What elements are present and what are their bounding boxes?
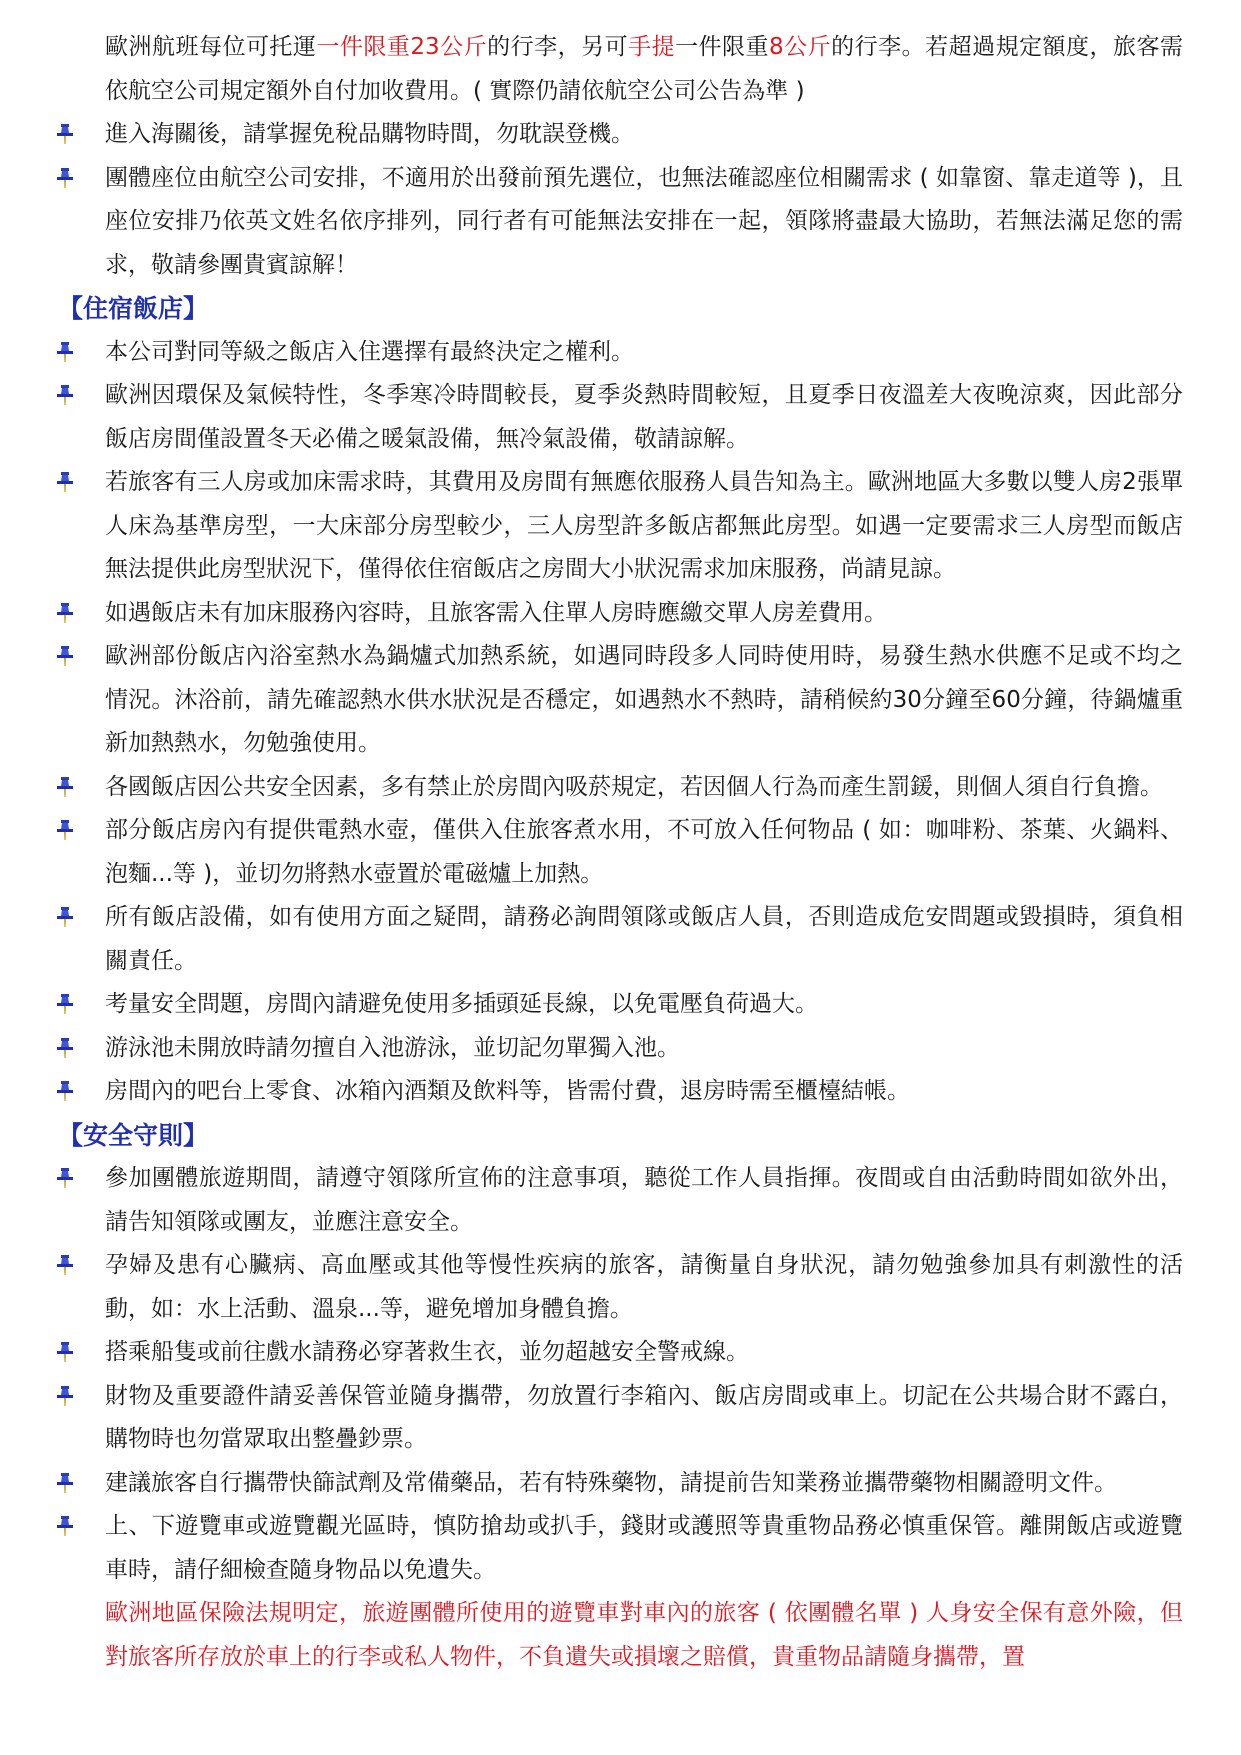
- pushpin-icon: [56, 603, 74, 623]
- pushpin-icon: [56, 994, 74, 1014]
- pushpin-icon: [56, 1168, 74, 1188]
- list-item: [0, 461, 1241, 592]
- hotel-heading: 【住宿飯店】: [58, 294, 209, 323]
- list-item-text: 本公司對同等級之飯店入住選擇有最終決定之權利。: [105, 338, 634, 365]
- list-item: [0, 896, 1241, 983]
- list-item-text: 游泳池未開放時請勿擅自入池游泳，並切記勿單獨入池。: [105, 1034, 680, 1061]
- list-item: [0, 1157, 1241, 1244]
- safety-heading: 【安全守則】: [58, 1120, 209, 1150]
- safety-notes-list: [0, 1157, 1241, 1592]
- hotel-notes-list: [0, 331, 1241, 1114]
- list-item-text: 團體座位由航空公司安排，不適用於出發前預先選位，也無法確認座位相關需求 ( 如靠窗、靠走道等 )，且座位安排乃依英文姓名依序排列，同行者有可能無法安排在一起，領隊將盡最大協助，若無法滿足您的需求，敬請參團貴賓諒解！: [105, 164, 1183, 278]
- list-item: [0, 983, 1241, 1027]
- pushpin-icon: [56, 472, 74, 492]
- list-item-text: 所有飯店設備，如有使用方面之疑問，請務必詢問領隊或飯店人員，否則造成危安問題或毀損時，須負相關責任。: [105, 904, 1183, 974]
- pushpin-icon: [56, 777, 74, 797]
- list-item: [0, 592, 1241, 636]
- list-item: [0, 157, 1241, 288]
- list-item-text: 如遇飯店未有加床服務內容時，且旅客需入住單人房時應繳交單人房差費用。: [105, 599, 887, 626]
- list-item-text: 若旅客有三人房或加床需求時，其費用及房間有無應依服務人員告知為主。歐洲地區大多數以雙人房2張單人床為基準房型，一大床部分房型較少，三人房型許多飯店都無此房型。如遇一定要需求三人房型而飯店無法提供此房型狀況下，僅得依住宿飯店之房間大小狀況需求加床服務，尚請見諒。: [105, 469, 1183, 582]
- list-item: [0, 1331, 1241, 1375]
- pushpin-icon: [56, 1081, 74, 1101]
- highlight-text: 8公斤: [769, 34, 832, 60]
- text-run: 一件限重: [675, 34, 770, 60]
- pushpin-icon: [56, 1516, 74, 1536]
- insurance-notice: 歐洲地區保險法規明定，旅遊團體所使用的遊覽車對車內的旅客 ( 依團體名單 ) 人身安全保有意外險，但對旅客所存放於車上的行李或私人物件，不負遺失或損壞之賠償，貴重物品請隨身攜帶，置: [105, 1600, 1183, 1670]
- pushpin-icon: [56, 1255, 74, 1275]
- pushpin-icon: [56, 168, 74, 188]
- pushpin-icon: [56, 907, 74, 927]
- list-item: [0, 1027, 1241, 1071]
- pushpin-icon: [56, 1038, 74, 1058]
- pushpin-icon: [56, 1473, 74, 1493]
- highlight-text: 一件限重23公斤: [316, 34, 488, 60]
- list-item: [0, 1244, 1241, 1331]
- list-item-text: 歐洲因環保及氣候特性，冬季寒冷時間較長，夏季炎熱時間較短，且夏季日夜溫差大夜晚涼爽，因此部分飯店房間僅設置冬天必備之暖氣設備，無冷氣設備，敬請諒解。: [105, 382, 1183, 452]
- list-item: [0, 766, 1241, 810]
- list-item: [0, 1375, 1241, 1462]
- text-run: 的行李，另可: [487, 34, 629, 60]
- list-item-text: 部分飯店房內有提供電熱水壺，僅供入住旅客煮水用，不可放入任何物品 ( 如：咖啡粉、茶葉、火鍋料、泡麵...等 )，並切勿將熱水壺置於電磁爐上加熱。: [105, 817, 1183, 887]
- flight-notes-list: [0, 113, 1241, 287]
- list-item-text: 進入海關後，請掌握免稅品購物時間，勿耽誤登機。: [105, 121, 634, 147]
- list-item-text: 各國飯店因公共安全因素，多有禁止於房間內吸菸規定，若因個人行為而產生罰鍰，則個人須自行負擔。: [105, 773, 1163, 800]
- pushpin-icon: [56, 342, 74, 362]
- list-item-text: 孕婦及患有心臟病、高血壓或其他等慢性疾病的旅客，請衡量自身狀況，請勿勉強參加具有刺激性的活動，如：水上活動、溫泉...等，避免增加身體負擔。: [105, 1252, 1183, 1322]
- baggage-paragraph: [105, 26, 1183, 113]
- list-item: [0, 1505, 1241, 1592]
- list-item-text: 搭乘船隻或前往戲水請務必穿著救生衣，並勿超越安全警戒線。: [105, 1339, 749, 1365]
- list-item: [0, 374, 1241, 461]
- list-item: [0, 113, 1241, 157]
- pushpin-icon: [56, 646, 74, 666]
- list-item-text: 財物及重要證件請妥善保管並隨身攜帶，勿放置行李箱內、飯店房間或車上。切記在公共場合財不露白，購物時也勿當眾取出整疊鈔票。: [105, 1382, 1183, 1452]
- list-item: [0, 1462, 1241, 1506]
- list-item-text: 歐洲部份飯店內浴室熱水為鍋爐式加熱系統，如遇同時段多人同時使用時，易發生熱水供應不足或不均之情況。沐浴前，請先確認熱水供水狀況是否穩定，如遇熱水不熱時，請稍候約30分鐘至60分鐘，待鍋爐重新加熱熱水，勿勉強使用。: [105, 643, 1183, 756]
- text-run: 的行李。若超過規定額度，旅客需依航空公司規定額外自付加收費用。( 實際仍請依航空公司公告為準 ): [105, 34, 1184, 104]
- list-item: [0, 331, 1241, 375]
- list-item-text: 建議旅客自行攜帶快篩試劑及常備藥品，若有特殊藥物，請提前告知業務並攜帶藥物相關證明文件。: [105, 1469, 1117, 1496]
- pushpin-icon: [56, 385, 74, 405]
- pushpin-icon: [56, 820, 74, 840]
- list-item-text: 房間內的吧台上零食、冰箱內酒類及飲料等，皆需付費，退房時需至櫃檯結帳。: [105, 1078, 910, 1104]
- list-item-text: 考量安全問題，房間內請避免使用多插頭延長線，以免電壓負荷過大。: [105, 991, 818, 1017]
- pushpin-icon: [56, 1342, 74, 1362]
- pushpin-icon: [56, 1386, 74, 1406]
- list-item: [0, 809, 1241, 896]
- pushpin-icon: [56, 124, 74, 144]
- list-item: [0, 635, 1241, 766]
- text-run: 歐洲航班每位可托運: [105, 34, 317, 60]
- list-item-text: 上、下遊覽車或遊覽觀光區時，慎防搶劫或扒手，錢財或護照等貴重物品務必慎重保管。離開飯店或遊覽車時，請仔細檢查隨身物品以免遺失。: [105, 1513, 1183, 1583]
- highlight-text: 手提: [628, 34, 676, 60]
- list-item: [0, 1070, 1241, 1114]
- list-item-text: 參加團體旅遊期間，請遵守領隊所宣佈的注意事項，聽從工作人員指揮。夜間或自由活動時間如欲外出，請告知領隊或團友，並應注意安全。: [105, 1165, 1183, 1235]
